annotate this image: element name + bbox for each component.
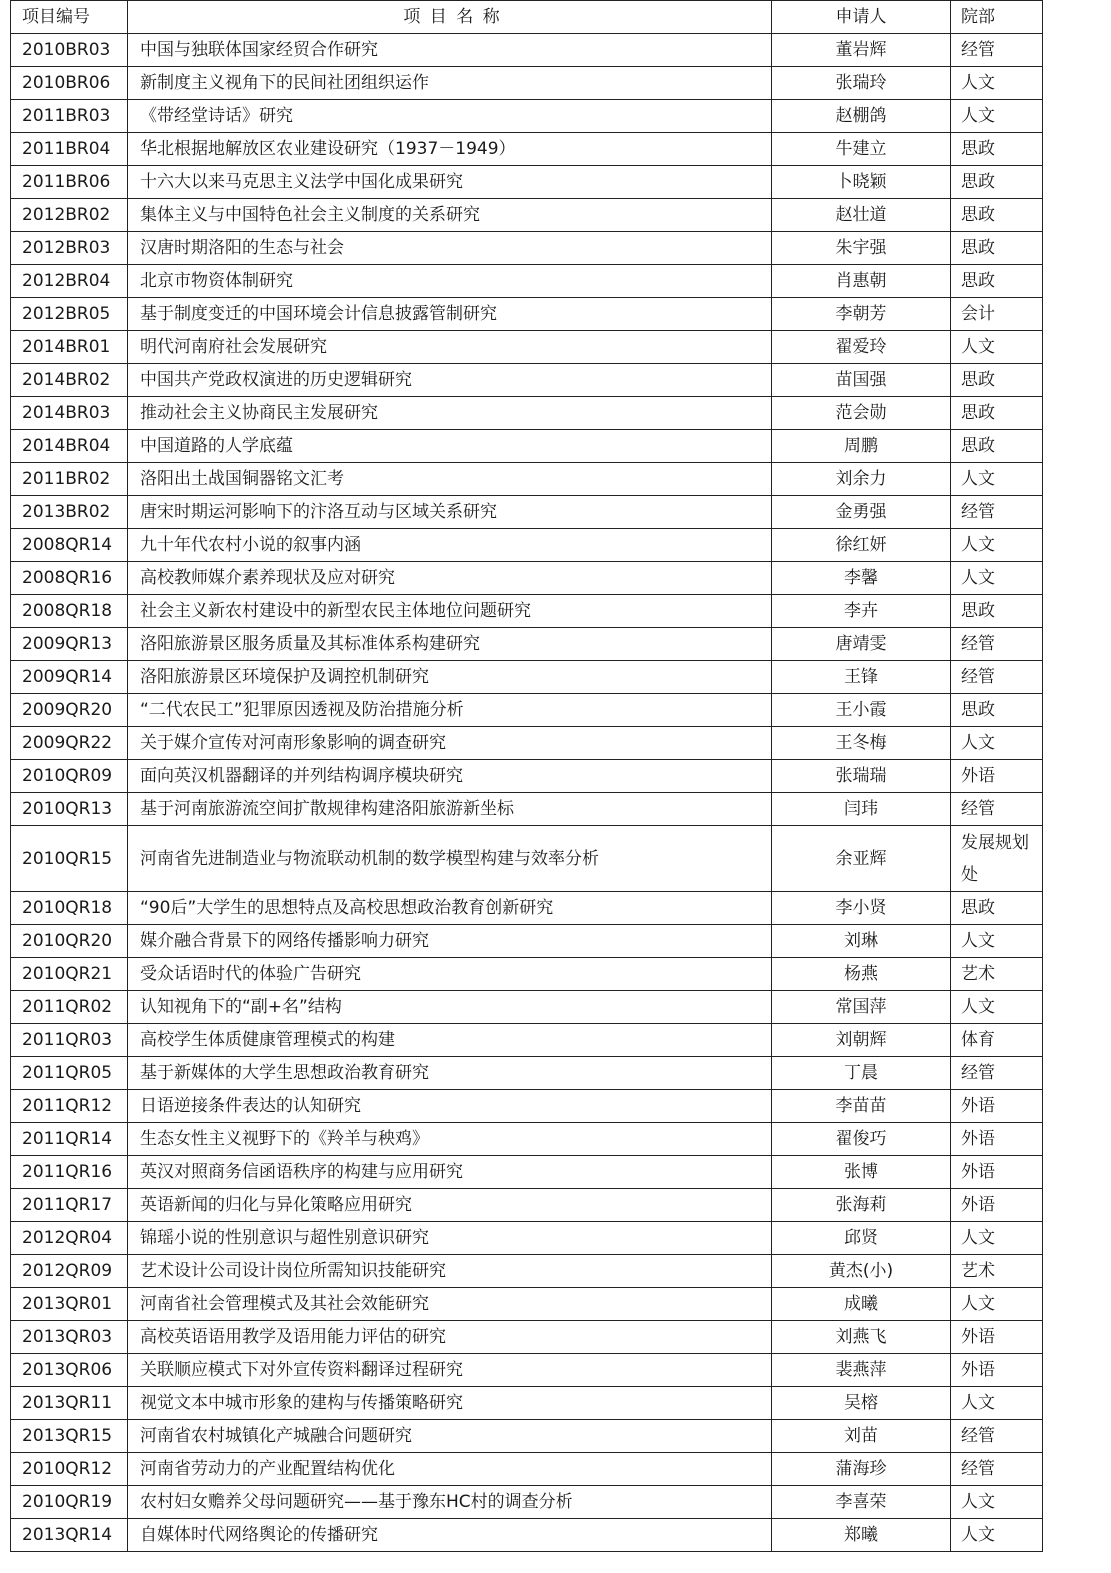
- project-code-cell: 2013BR02: [11, 496, 128, 529]
- project-table: [10, 0, 1043, 1552]
- table-row: [11, 661, 1043, 694]
- applicant-cell: 李朝芳: [772, 298, 951, 331]
- table-row: [11, 562, 1043, 595]
- table-row: [11, 925, 1043, 958]
- department-cell: 体育: [951, 1024, 1043, 1057]
- project-name-cell: 十六大以来马克思主义法学中国化成果研究: [128, 166, 772, 199]
- project-code-cell: 2012BR04: [11, 265, 128, 298]
- applicant-cell: 徐红妍: [772, 529, 951, 562]
- table-row: [11, 826, 1043, 892]
- applicant-cell: 卜晓颖: [772, 166, 951, 199]
- department-cell: 经管: [951, 1057, 1043, 1090]
- applicant-cell: 蒲海珍: [772, 1453, 951, 1486]
- department-cell: 思政: [951, 265, 1043, 298]
- department-cell: 经管: [951, 1420, 1043, 1453]
- applicant-cell: 范会勋: [772, 397, 951, 430]
- project-code-cell: 2010QR20: [11, 925, 128, 958]
- project-name-cell: 面向英汉机器翻译的并列结构调序模块研究: [128, 760, 772, 793]
- table-row: [11, 100, 1043, 133]
- applicant-cell: 朱宇强: [772, 232, 951, 265]
- applicant-cell: 王冬梅: [772, 727, 951, 760]
- project-code-cell: 2012BR05: [11, 298, 128, 331]
- table-row: [11, 298, 1043, 331]
- applicant-cell: 张博: [772, 1156, 951, 1189]
- applicant-cell: 翟爱玲: [772, 331, 951, 364]
- table-row: [11, 1486, 1043, 1519]
- project-name-cell: 九十年代农村小说的叙事内涵: [128, 529, 772, 562]
- department-cell: 人文: [951, 529, 1043, 562]
- project-code-cell: 2008QR16: [11, 562, 128, 595]
- table-row: [11, 1321, 1043, 1354]
- table-row: [11, 496, 1043, 529]
- table-row: [11, 1288, 1043, 1321]
- applicant-cell: 赵棚鸽: [772, 100, 951, 133]
- applicant-cell: 张瑞玲: [772, 67, 951, 100]
- project-code-cell: 2014BR01: [11, 331, 128, 364]
- applicant-cell: 郑曦: [772, 1519, 951, 1552]
- project-code-cell: 2010BR03: [11, 34, 128, 67]
- project-code-cell: 2013QR15: [11, 1420, 128, 1453]
- department-cell: 经管: [951, 793, 1043, 826]
- table-row: [11, 265, 1043, 298]
- project-code-cell: 2013QR11: [11, 1387, 128, 1420]
- project-code-cell: 2011QR12: [11, 1090, 128, 1123]
- applicant-cell: 赵壮道: [772, 199, 951, 232]
- department-cell: 思政: [951, 694, 1043, 727]
- table-row: [11, 133, 1043, 166]
- department-cell: 思政: [951, 364, 1043, 397]
- project-name-cell: 关于媒介宣传对河南形象影响的调查研究: [128, 727, 772, 760]
- project-code-cell: 2009QR20: [11, 694, 128, 727]
- project-name-cell: 农村妇女赡养父母问题研究——基于豫东HC村的调查分析: [128, 1486, 772, 1519]
- department-cell: 会计: [951, 298, 1043, 331]
- table-row: [11, 1189, 1043, 1222]
- project-code-cell: 2009QR22: [11, 727, 128, 760]
- department-cell: 人文: [951, 100, 1043, 133]
- project-name-cell: 媒介融合背景下的网络传播影响力研究: [128, 925, 772, 958]
- project-name-cell: 英汉对照商务信函语秩序的构建与应用研究: [128, 1156, 772, 1189]
- project-code-cell: 2011QR17: [11, 1189, 128, 1222]
- table-row: [11, 991, 1043, 1024]
- table-row: [11, 1519, 1043, 1552]
- project-name-cell: 社会主义新农村建设中的新型农民主体地位问题研究: [128, 595, 772, 628]
- applicant-cell: 王锋: [772, 661, 951, 694]
- project-name-cell: 自媒体时代网络舆论的传播研究: [128, 1519, 772, 1552]
- applicant-cell: 董岩辉: [772, 34, 951, 67]
- project-name-cell: 汉唐时期洛阳的生态与社会: [128, 232, 772, 265]
- department-cell: 经管: [951, 496, 1043, 529]
- project-name-cell: 关联顺应模式下对外宣传资料翻译过程研究: [128, 1354, 772, 1387]
- department-cell: 人文: [951, 991, 1043, 1024]
- project-name-cell: 《带经堂诗话》研究: [128, 100, 772, 133]
- project-code-cell: 2010QR13: [11, 793, 128, 826]
- department-cell: 人文: [951, 727, 1043, 760]
- department-cell: 思政: [951, 232, 1043, 265]
- project-name-cell: 生态女性主义视野下的《羚羊与秧鸡》: [128, 1123, 772, 1156]
- table-row: [11, 67, 1043, 100]
- table-row: [11, 199, 1043, 232]
- table-row: [11, 1354, 1043, 1387]
- department-cell: 思政: [951, 397, 1043, 430]
- table-row: [11, 760, 1043, 793]
- table-row: [11, 1024, 1043, 1057]
- project-code-cell: 2008QR18: [11, 595, 128, 628]
- project-code-cell: 2012QR04: [11, 1222, 128, 1255]
- table-row: [11, 1222, 1043, 1255]
- table-body: [11, 34, 1043, 1552]
- department-cell: 人文: [951, 1519, 1043, 1552]
- department-cell: 思政: [951, 595, 1043, 628]
- department-cell: 人文: [951, 463, 1043, 496]
- department-cell: 外语: [951, 1123, 1043, 1156]
- applicant-cell: 翟俊巧: [772, 1123, 951, 1156]
- project-name-cell: 中国与独联体国家经贸合作研究: [128, 34, 772, 67]
- applicant-cell: 张瑞瑞: [772, 760, 951, 793]
- department-cell: 思政: [951, 892, 1043, 925]
- table-row: [11, 793, 1043, 826]
- department-cell: 人文: [951, 1222, 1043, 1255]
- department-cell: 外语: [951, 760, 1043, 793]
- project-code-cell: 2014BR04: [11, 430, 128, 463]
- project-code-cell: 2010QR09: [11, 760, 128, 793]
- applicant-cell: 刘琳: [772, 925, 951, 958]
- project-code-cell: 2013QR03: [11, 1321, 128, 1354]
- table-row: [11, 463, 1043, 496]
- project-name-cell: 华北根据地解放区农业建设研究（1937－1949）: [128, 133, 772, 166]
- project-code-cell: 2010QR21: [11, 958, 128, 991]
- project-code-cell: 2012QR09: [11, 1255, 128, 1288]
- project-code-cell: 2011QR16: [11, 1156, 128, 1189]
- department-cell: 人文: [951, 67, 1043, 100]
- applicant-cell: 邱贤: [772, 1222, 951, 1255]
- department-cell: 经管: [951, 661, 1043, 694]
- applicant-cell: 苗国强: [772, 364, 951, 397]
- project-code-cell: 2012BR03: [11, 232, 128, 265]
- applicant-cell: 张海莉: [772, 1189, 951, 1222]
- applicant-cell: 裴燕萍: [772, 1354, 951, 1387]
- department-cell: 思政: [951, 166, 1043, 199]
- table-row: [11, 364, 1043, 397]
- department-cell: 人文: [951, 1486, 1043, 1519]
- applicant-cell: 刘燕飞: [772, 1321, 951, 1354]
- table-row: [11, 34, 1043, 67]
- project-code-cell: 2010QR19: [11, 1486, 128, 1519]
- table-row: [11, 595, 1043, 628]
- table-row: [11, 529, 1043, 562]
- project-code-cell: 2008QR14: [11, 529, 128, 562]
- project-name-cell: 艺术设计公司设计岗位所需知识技能研究: [128, 1255, 772, 1288]
- applicant-cell: 刘苗: [772, 1420, 951, 1453]
- table-row: [11, 958, 1043, 991]
- department-cell: 发展规划处: [951, 826, 1043, 892]
- applicant-cell: 李馨: [772, 562, 951, 595]
- table-row: [11, 1420, 1043, 1453]
- table-row: [11, 727, 1043, 760]
- project-name-cell: “90后”大学生的思想特点及高校思想政治教育创新研究: [128, 892, 772, 925]
- project-name-cell: 河南省农村城镇化产城融合问题研究: [128, 1420, 772, 1453]
- project-name-cell: 河南省劳动力的产业配置结构优化: [128, 1453, 772, 1486]
- project-name-cell: 高校英语语用教学及语用能力评估的研究: [128, 1321, 772, 1354]
- department-cell: 思政: [951, 430, 1043, 463]
- project-code-cell: 2010QR15: [11, 826, 128, 892]
- table-row: [11, 331, 1043, 364]
- department-cell: 艺术: [951, 1255, 1043, 1288]
- project-name-cell: 洛阳旅游景区环境保护及调控机制研究: [128, 661, 772, 694]
- applicant-cell: 成曦: [772, 1288, 951, 1321]
- project-name-cell: 中国道路的人学底蕴: [128, 430, 772, 463]
- project-name-cell: 唐宋时期运河影响下的汴洛互动与区域关系研究: [128, 496, 772, 529]
- project-code-cell: 2013QR01: [11, 1288, 128, 1321]
- project-name-cell: 洛阳出土战国铜器铭文汇考: [128, 463, 772, 496]
- table-row: [11, 694, 1043, 727]
- header-department: 院部: [951, 1, 1043, 34]
- project-name-cell: 基于河南旅游流空间扩散规律构建洛阳旅游新坐标: [128, 793, 772, 826]
- applicant-cell: 常国萍: [772, 991, 951, 1024]
- table-header-row: [11, 1, 1043, 34]
- applicant-cell: 杨燕: [772, 958, 951, 991]
- project-name-cell: 英语新闻的归化与异化策略应用研究: [128, 1189, 772, 1222]
- applicant-cell: 牛建立: [772, 133, 951, 166]
- department-cell: 艺术: [951, 958, 1043, 991]
- table-row: [11, 1123, 1043, 1156]
- applicant-cell: 黄杰(小): [772, 1255, 951, 1288]
- project-code-cell: 2010QR18: [11, 892, 128, 925]
- applicant-cell: 刘余力: [772, 463, 951, 496]
- project-code-cell: 2011BR04: [11, 133, 128, 166]
- department-cell: 外语: [951, 1321, 1043, 1354]
- department-cell: 经管: [951, 34, 1043, 67]
- project-name-cell: 北京市物资体制研究: [128, 265, 772, 298]
- project-code-cell: 2009QR13: [11, 628, 128, 661]
- table-row: [11, 892, 1043, 925]
- department-cell: 人文: [951, 925, 1043, 958]
- department-cell: 经管: [951, 628, 1043, 661]
- project-code-cell: 2014BR02: [11, 364, 128, 397]
- table-row: [11, 232, 1043, 265]
- applicant-cell: 刘朝辉: [772, 1024, 951, 1057]
- project-name-cell: “二代农民工”犯罪原因透视及防治措施分析: [128, 694, 772, 727]
- department-cell: 思政: [951, 199, 1043, 232]
- project-name-cell: 明代河南府社会发展研究: [128, 331, 772, 364]
- project-code-cell: 2011QR14: [11, 1123, 128, 1156]
- applicant-cell: 周鹏: [772, 430, 951, 463]
- applicant-cell: 吴榕: [772, 1387, 951, 1420]
- project-code-cell: 2011QR02: [11, 991, 128, 1024]
- table-row: [11, 1057, 1043, 1090]
- project-code-cell: 2010QR12: [11, 1453, 128, 1486]
- project-name-cell: 视觉文本中城市形象的建构与传播策略研究: [128, 1387, 772, 1420]
- applicant-cell: 唐靖雯: [772, 628, 951, 661]
- table-row: [11, 1387, 1043, 1420]
- department-cell: 人文: [951, 1288, 1043, 1321]
- table-row: [11, 397, 1043, 430]
- department-cell: 外语: [951, 1189, 1043, 1222]
- project-name-cell: 受众话语时代的体验广告研究: [128, 958, 772, 991]
- project-code-cell: 2014BR03: [11, 397, 128, 430]
- applicant-cell: 肖惠朝: [772, 265, 951, 298]
- table-row: [11, 1453, 1043, 1486]
- project-name-cell: 洛阳旅游景区服务质量及其标准体系构建研究: [128, 628, 772, 661]
- project-code-cell: 2011BR06: [11, 166, 128, 199]
- project-name-cell: 河南省先进制造业与物流联动机制的数学模型构建与效率分析: [128, 826, 772, 892]
- department-cell: 外语: [951, 1354, 1043, 1387]
- project-code-cell: 2012BR02: [11, 199, 128, 232]
- department-cell: 人文: [951, 562, 1043, 595]
- project-code-cell: 2011QR03: [11, 1024, 128, 1057]
- project-code-cell: 2013QR06: [11, 1354, 128, 1387]
- project-name-cell: 锦瑶小说的性别意识与超性别意识研究: [128, 1222, 772, 1255]
- table-row: [11, 1255, 1043, 1288]
- applicant-cell: 李喜荣: [772, 1486, 951, 1519]
- table-row: [11, 1090, 1043, 1123]
- applicant-cell: 李卉: [772, 595, 951, 628]
- department-cell: 外语: [951, 1090, 1043, 1123]
- department-cell: 经管: [951, 1453, 1043, 1486]
- project-code-cell: 2009QR14: [11, 661, 128, 694]
- project-name-cell: 集体主义与中国特色社会主义制度的关系研究: [128, 199, 772, 232]
- department-cell: 思政: [951, 133, 1043, 166]
- header-applicant: 申请人: [772, 1, 951, 34]
- department-cell: 人文: [951, 1387, 1043, 1420]
- project-name-cell: 河南省社会管理模式及其社会效能研究: [128, 1288, 772, 1321]
- department-cell: 外语: [951, 1156, 1043, 1189]
- project-code-cell: 2013QR14: [11, 1519, 128, 1552]
- project-name-cell: 新制度主义视角下的民间社团组织运作: [128, 67, 772, 100]
- table-row: [11, 430, 1043, 463]
- project-name-cell: 认知视角下的“副+名”结构: [128, 991, 772, 1024]
- applicant-cell: 闫玮: [772, 793, 951, 826]
- table-row: [11, 1156, 1043, 1189]
- applicant-cell: 金勇强: [772, 496, 951, 529]
- project-name-cell: 高校学生体质健康管理模式的构建: [128, 1024, 772, 1057]
- applicant-cell: 丁晨: [772, 1057, 951, 1090]
- project-code-cell: 2010BR06: [11, 67, 128, 100]
- project-name-cell: 推动社会主义协商民主发展研究: [128, 397, 772, 430]
- project-name-cell: 高校教师媒介素养现状及应对研究: [128, 562, 772, 595]
- project-code-cell: 2011BR02: [11, 463, 128, 496]
- applicant-cell: 余亚辉: [772, 826, 951, 892]
- project-code-cell: 2011BR03: [11, 100, 128, 133]
- header-name: 项 目 名 称: [128, 1, 772, 34]
- project-name-cell: 基于制度变迁的中国环境会计信息披露管制研究: [128, 298, 772, 331]
- table-row: [11, 166, 1043, 199]
- applicant-cell: 李苗苗: [772, 1090, 951, 1123]
- project-name-cell: 日语逆接条件表达的认知研究: [128, 1090, 772, 1123]
- department-cell: 人文: [951, 331, 1043, 364]
- applicant-cell: 王小霞: [772, 694, 951, 727]
- table-row: [11, 628, 1043, 661]
- applicant-cell: 李小贤: [772, 892, 951, 925]
- project-name-cell: 基于新媒体的大学生思想政治教育研究: [128, 1057, 772, 1090]
- project-name-cell: 中国共产党政权演进的历史逻辑研究: [128, 364, 772, 397]
- project-code-cell: 2011QR05: [11, 1057, 128, 1090]
- header-code: 项目编号: [11, 1, 128, 34]
